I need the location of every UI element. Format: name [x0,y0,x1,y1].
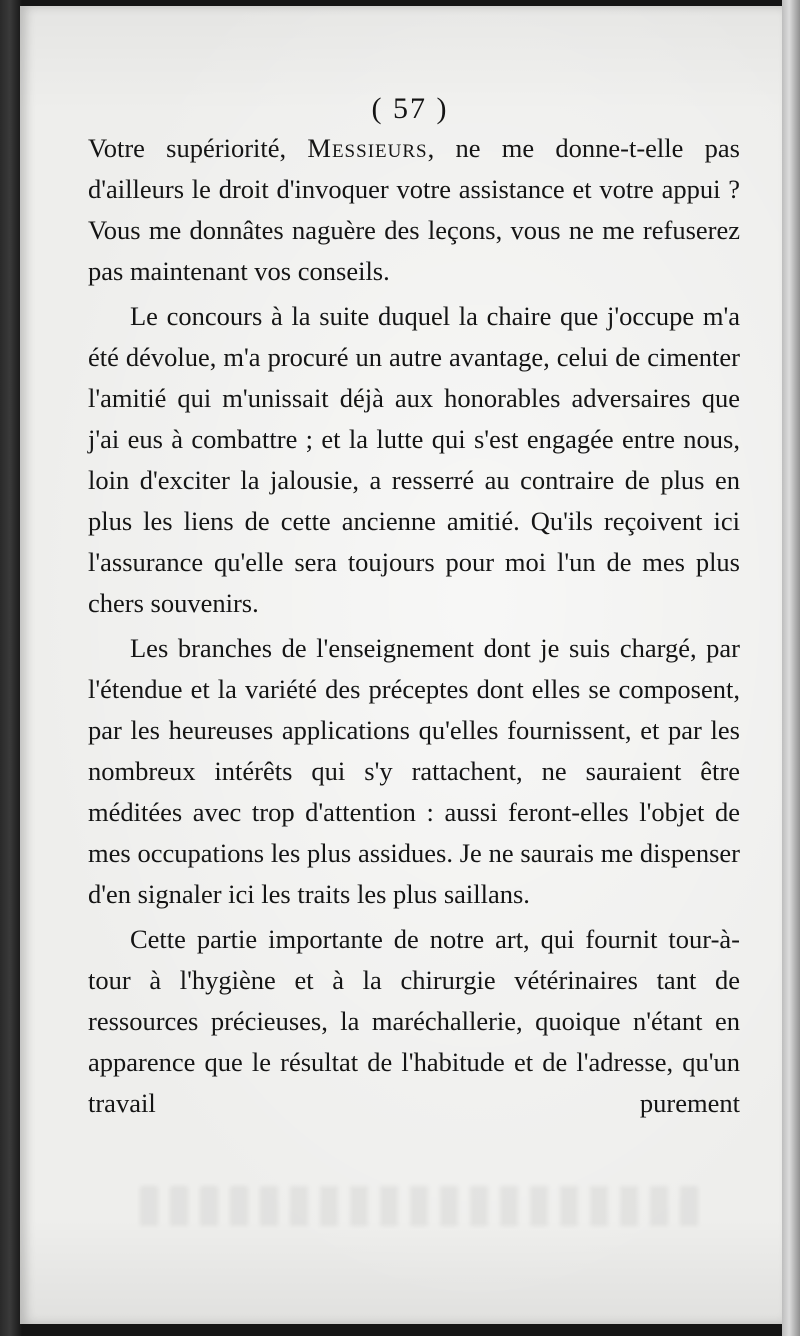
paragraph-2: Le concours à la suite duquel la chaire que j'occupe m'a été dévolue, m'a procuré un autre avantage, celui de cimenter l'amitié qui m'unissait déjà aux honorables adversaires que j'ai eus à combattre ; et la lutte qui s'est engagée entre nous, loin d'exciter la jalousie, a resserré au contraire de plus en plus les liens de cette ancienne amitié. Qu'ils reçoivent ici l'assurance qu'elle sera toujours pour moi l'un de mes plus chers souvenirs. [88,301,740,618]
paragraph-1-before: Votre supériorité, [88,133,308,163]
paragraph-1 [88,128,740,292]
page-number: ( 57 ) [371,92,449,125]
page-body [88,128,740,1128]
paragraph-1-smallcaps: Messieurs [307,133,428,163]
ink-bleed-through [140,1186,700,1226]
paragraph-1-after: , ne me donne-t-elle pas d'ailleurs le droit d'invoquer votre assistance et votre appui ? Vous me donnâtes naguère des leçons, vous ne me refuserez pas maintenant vos conseils. [88,133,740,286]
book-page [20,6,782,1324]
paragraph-4: Cette partie importante de notre art, qui fournit tour-à-tour à l'hygiène et à la chirurgie vétérinaires tant de ressources précieuses, la maréchallerie, quoique n'étant en apparence que le résultat de l'habitude et de l'adresse, qu'un travail purement [88,924,740,1118]
paragraph-3: Les branches de l'enseignement dont je suis chargé, par l'étendue et la variété des préceptes dont elles se composent, par les heureuses applications qu'elles fournissent, et par les nombreux intérêts qui s'y rattachent, ne sauraient être méditées avec trop d'attention : aussi feront-elles l'objet de mes occupations les plus assidues. Je ne saurais me dispenser d'en signaler ici les traits les plus saillans. [88,633,740,909]
next-page-edge [782,0,800,1336]
